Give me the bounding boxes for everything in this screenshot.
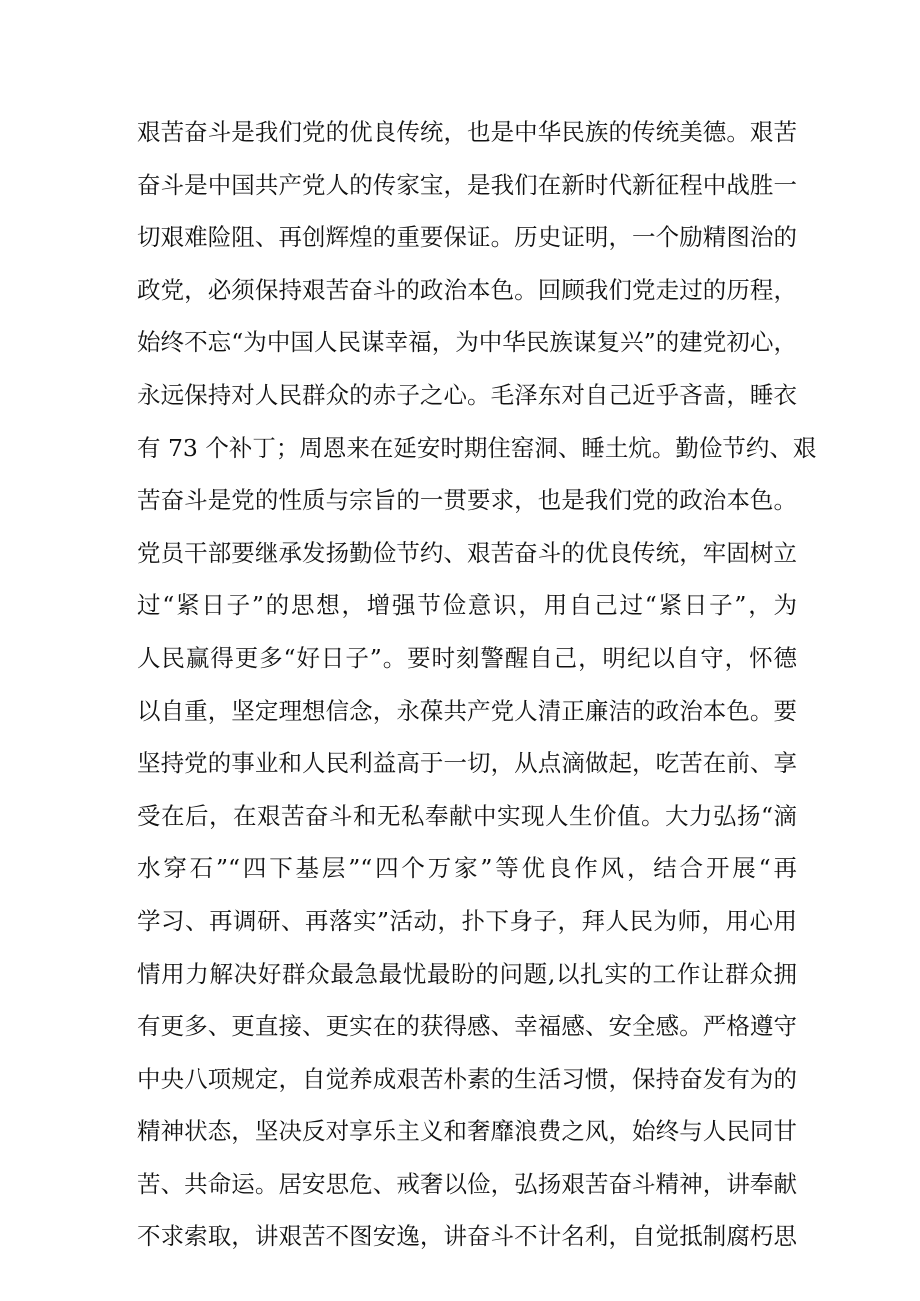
paragraph-line: 始终不忘“为中国人民谋幸福，为中华民族谋复兴”的建党初心， <box>137 328 797 357</box>
paragraph-line: 不求索取，讲艰苦不图安逸，讲奋斗不计名利，自觉抵制腐朽思 <box>137 1222 797 1251</box>
paragraph-line: 水穿石”“四下基层”“四个万家”等优良作风，结合开展“再 <box>137 854 797 883</box>
paragraph-line: 坚持党的事业和人民利益高于一切，从点滴做起，吃苦在前、享 <box>137 749 797 778</box>
body-paragraph <box>137 106 817 1263</box>
paragraph-line: 有 73 个补丁；周恩来在延安时期住窑洞、睡土炕。勤俭节约、艰 <box>137 433 817 462</box>
paragraph-line: 党员干部要继承发扬勤俭节约、艰苦奋斗的优良传统，牢固树立 <box>137 538 797 567</box>
paragraph-line: 切艰难险阻、再创辉煌的重要保证。历史证明，一个励精图治的 <box>137 223 797 252</box>
paragraph-line: 有更多、更直接、更实在的获得感、幸福感、安全感。严格遵守 <box>137 1012 797 1041</box>
paragraph-line: 中央八项规定，自觉养成艰苦朴素的生活习惯，保持奋发有为的 <box>137 1064 797 1093</box>
paragraph-line: 苦、共命运。居安思危、戒奢以俭，弘扬艰苦奋斗精神，讲奉献 <box>137 1169 797 1198</box>
paragraph-line: 艰苦奋斗是我们党的优良传统，也是中华民族的传统美德。艰苦 <box>137 118 797 146</box>
paragraph-line: 政党，必须保持艰苦奋斗的政治本色。回顾我们党走过的历程， <box>137 275 797 304</box>
paragraph-line: 以自重，坚定理想信念，永葆共产党人清正廉洁的政治本色。要 <box>137 696 797 725</box>
paragraph-line: 受在后，在艰苦奋斗和无私奉献中实现人生价值。大力弘扬“滴 <box>137 801 797 830</box>
paragraph-line: 苦奋斗是党的性质与宗旨的一贯要求，也是我们党的政治本色。 <box>137 486 797 515</box>
paragraph-line: 过“紧日子”的思想，增强节俭意识，用自己过“紧日子”，为 <box>137 591 797 620</box>
paragraph-line: 人民赢得更多“好日子”。要时刻警醒自己，明纪以自守，怀德 <box>137 643 797 672</box>
paragraph-line: 学习、再调研、再落实”活动，扑下身子，拜人民为师，用心用 <box>137 906 797 935</box>
paragraph-line: 精神状态，坚决反对享乐主义和奢靡浪费之风，始终与人民同甘 <box>137 1117 797 1146</box>
paragraph-line: 永远保持对人民群众的赤子之心。毛泽东对自己近乎吝啬，睡衣 <box>137 380 797 409</box>
paragraph-line: 情用力解决好群众最急最忧最盼的问题,以扎实的工作让群众拥 <box>137 959 797 988</box>
paragraph-line: 奋斗是中国共产党人的传家宝，是我们在新时代新征程中战胜一 <box>137 170 797 199</box>
